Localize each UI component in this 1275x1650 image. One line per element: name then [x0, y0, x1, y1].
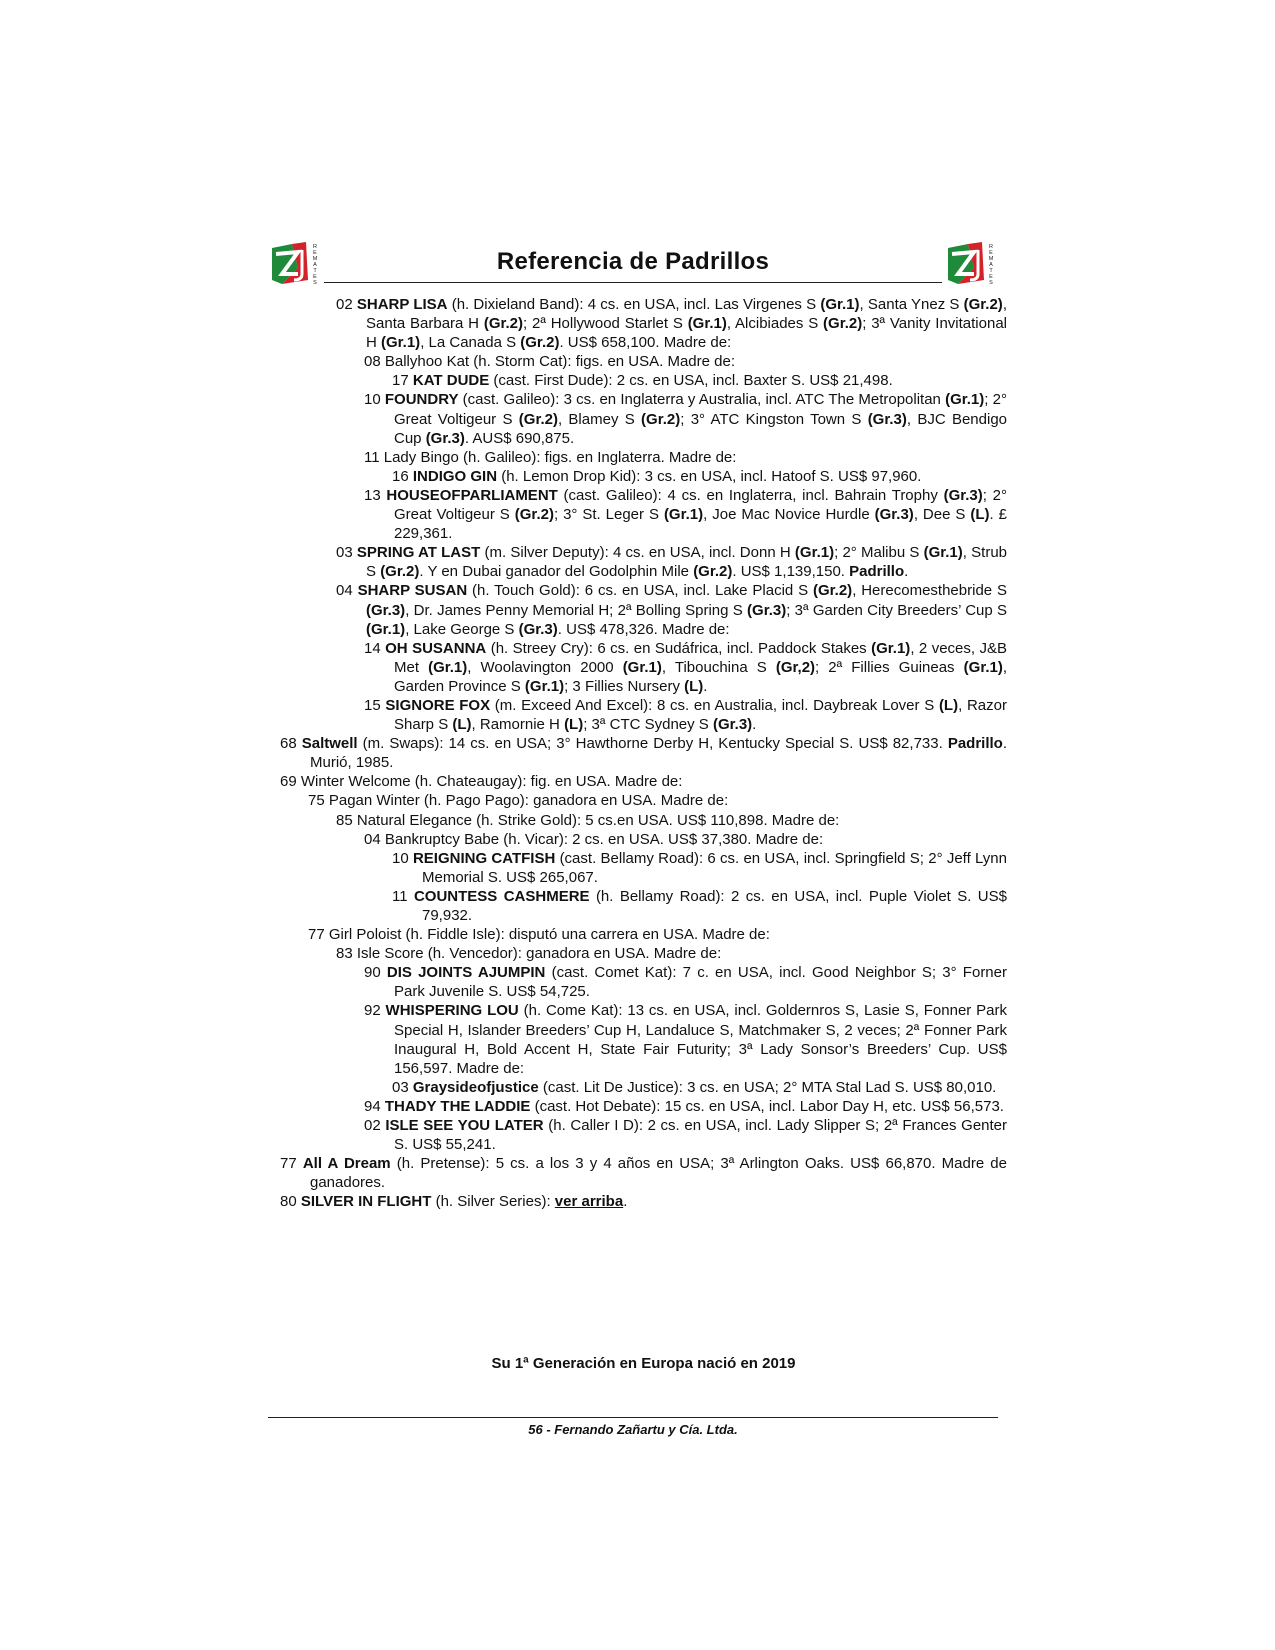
entry-details: (h. Pretense): 5 cs. a los 3 y 4 años en USA; 3ª Arlington Oaks. US$ 66,870. Madre de ganadores.	[310, 1155, 1007, 1192]
svg-text:R: R	[989, 244, 993, 250]
svg-text:M: M	[988, 256, 994, 262]
pedigree-text	[280, 295, 1007, 1212]
pedigree-entry	[280, 371, 1007, 390]
entry-details: (cast. First Dude): 2 cs. en USA, incl. Baxter S. US$ 21,498.	[489, 372, 893, 390]
svg-text:E: E	[313, 250, 317, 256]
entry-details: (cast. Galileo): 3 cs. en Inglaterra y Australia, incl. ATC The Metropolitan (Gr.1); 2° Great Voltigeur S (Gr.2), Blamey S (Gr.2); 3° ATC Kingston Town S (Gr.3), BJC Bendigo Cup (Gr.3). AUS$ 690,875.	[394, 391, 1008, 447]
entry-year: 02	[364, 1117, 386, 1135]
entry-details: (cast. Lit De Justice): 3 cs. en USA; 2° MTA Stal Lad S. US$ 80,010.	[538, 1078, 997, 1096]
horse-name: WHISPERING LOU	[385, 1002, 519, 1020]
entry-year: 04	[364, 830, 385, 848]
entry-year: 77	[280, 1155, 303, 1173]
entry-year: 10	[392, 849, 413, 867]
horse-name: COUNTESS CASHMERE	[413, 887, 590, 905]
pedigree-entry	[280, 830, 1007, 849]
page-header	[268, 240, 998, 290]
entry-details: (h. Caller I D): 2 cs. en USA, incl. Lady Slipper S; 2ª Frances Genter S. US$ 55,241.	[394, 1117, 1008, 1154]
horse-name: SILVER IN FLIGHT	[300, 1193, 432, 1211]
svg-text:A: A	[989, 262, 993, 268]
svg-text:A: A	[313, 262, 317, 268]
horse-name: DIS JOINTS AJUMPIN	[386, 964, 546, 982]
entry-details: (h. Dixieland Band): 4 cs. en USA, incl. Las Virgenes S (Gr.1), Santa Ynez S (Gr.2), Santa Barbara H (Gr.2); 2ª Hollywood Starlet S (Gr.1), Alcibiades S (Gr.2); 3ª Vanity Invitational H (Gr.1), La Canada S (Gr.2). US$ 658,100. Madre de:	[366, 296, 1007, 352]
svg-text:E: E	[313, 274, 317, 280]
pedigree-entry	[280, 887, 1007, 925]
pedigree-entry	[280, 925, 1007, 944]
horse-name: SHARP SUSAN	[357, 582, 468, 600]
pedigree-entry	[280, 1116, 1007, 1154]
entry-details: Natural Elegance (h. Strike Gold): 5 cs.en USA. US$ 110,898. Madre de:	[356, 811, 840, 829]
entry-details: Ballyhoo Kat (h. Storm Cat): figs. en USA. Madre de:	[384, 353, 736, 371]
pedigree-entry	[280, 543, 1007, 581]
entry-year: 11	[392, 887, 414, 905]
entry-year: 13	[364, 486, 387, 504]
title-underline	[324, 282, 942, 283]
svg-text:S: S	[313, 280, 317, 286]
entry-details: Pagan Winter (h. Pago Pago): ganadora en USA. Madre de:	[328, 792, 729, 810]
horse-name: HOUSEOFPARLIAMENT	[386, 486, 558, 504]
entry-year: 11	[364, 448, 384, 466]
entry-year: 77	[308, 926, 329, 944]
zj-logo-icon	[268, 240, 322, 290]
pedigree-entry	[280, 849, 1007, 887]
horse-name: REIGNING CATFISH	[412, 849, 556, 867]
pedigree-entry	[280, 734, 1007, 772]
entry-year: 90	[364, 964, 387, 982]
pedigree-entry	[280, 791, 1007, 810]
pedigree-entry	[280, 963, 1007, 1001]
horse-name: FOUNDRY	[384, 391, 459, 409]
horse-name: ISLE SEE YOU LATER	[385, 1117, 544, 1135]
entry-details: (h. Come Kat): 13 cs. en USA, incl. Goldernros S, Lasie S, Fonner Park Special H, Islander Breeders’ Cup H, Landaluce S, Matchmaker S, 2 veces; 2ª Fonner Park Inaugural H, Bold Accent H, State Fair Futurity; 3ª Lady Sonsor’s Breeders’ Cup. US$ 156,597. Madre de:	[394, 1002, 1007, 1077]
pedigree-entry	[280, 581, 1007, 638]
entry-details: Girl Poloist (h. Fiddle Isle): disputó una carrera en USA. Madre de:	[328, 926, 770, 944]
entry-details: (cast. Galileo): 4 cs. en Inglaterra, incl. Bahrain Trophy (Gr.3); 2° Great Voltigeur S (Gr.2); 3° St. Leger S (Gr.1), Joe Mac Novice Hurdle (Gr.3), Dee S (L). £ 229,361.	[394, 486, 1007, 543]
entry-year: 02	[336, 296, 357, 313]
closing-note: Su 1ª Generación en Europa nació en 2019	[491, 1355, 796, 1372]
pedigree-entry	[280, 944, 1007, 963]
entry-details: (h. Silver Series):	[431, 1193, 555, 1211]
entry-year: 08	[364, 353, 385, 371]
entry-year: 16	[392, 467, 413, 485]
entry-details: (cast. Hot Debate): 15 cs. en USA, incl. Labor Day H, etc. US$ 56,573.	[530, 1097, 1004, 1115]
entry-year: 75	[308, 792, 329, 810]
entry-details: (h. Lemon Drop Kid): 3 cs. en USA, incl. Hatoof S. US$ 97,960.	[497, 467, 922, 485]
entry-details: (m. Exceed And Excel): 8 cs. en Australia, incl. Daybreak Lover S (L), Razor Sharp S (L), Ramornie H (L); 3ª CTC Sydney S (Gr.3).	[394, 696, 1007, 734]
entry-year: 10	[364, 391, 385, 409]
horse-name: INDIGO GIN	[412, 467, 498, 485]
horse-name: SPRING AT LAST	[356, 544, 481, 562]
horse-name: Graysideofjustice	[412, 1078, 539, 1096]
pedigree-entry	[280, 1001, 1007, 1077]
pedigree-entry	[280, 467, 1007, 486]
entry-year: 85	[336, 811, 357, 829]
entry-details: Winter Welcome (h. Chateaugay): fig. en USA. Madre de:	[300, 773, 683, 791]
entry-year: 04	[336, 582, 358, 600]
entry-year: 17	[392, 372, 413, 390]
entry-details: Isle Score (h. Vencedor): ganadora en USA. Madre de:	[356, 945, 722, 963]
pedigree-entry	[280, 390, 1007, 447]
svg-text:S: S	[989, 280, 993, 286]
pedigree-entry	[280, 486, 1007, 543]
entry-year: 03	[336, 544, 357, 562]
entry-year: 69	[280, 773, 301, 791]
entry-details: (cast. Bellamy Road): 6 cs. en USA, incl. Springfield S; 2° Jeff Lynn Memorial S. US$ 265,067.	[422, 849, 1007, 886]
pedigree-entry	[280, 772, 1007, 791]
entry-details: (h. Streey Cry): 6 cs. en Sudáfrica, incl. Paddock Stakes (Gr.1), 2 veces, J&B Met (Gr.1), Woolavington 2000 (Gr.1), Tibouchina S (Gr,2); 2ª Fillies Guineas (Gr.1), Garden Province S (Gr.1); 3 Fillies Nursery (L).	[394, 639, 1008, 695]
entry-year: 80	[280, 1193, 301, 1211]
svg-text:M: M	[312, 256, 318, 262]
horse-name: THADY THE LADDIE	[384, 1097, 531, 1115]
page-title: Referencia de Padrillos	[496, 248, 770, 275]
horse-name: SHARP LISA	[356, 296, 448, 313]
pedigree-entry	[280, 352, 1007, 371]
entry-details: (h. Bellamy Road): 2 cs. en USA, incl. Puple Violet S. US$ 79,932.	[422, 887, 1007, 924]
pedigree-entry: 80 SILVER IN FLIGHT (h. Silver Series): ver arriba.	[280, 1193, 628, 1211]
horse-name: Saltwell	[301, 735, 358, 753]
svg-text:R: R	[313, 244, 317, 250]
svg-text:T: T	[989, 268, 993, 274]
entry-details: (m. Swaps): 14 cs. en USA; 3° Hawthorne Derby H, Kentucky Special S. US$ 82,733. Padrillo. Murió, 1985.	[310, 735, 1007, 772]
entry-details: (h. Touch Gold): 6 cs. en USA, incl. Lake Placid S (Gr.2), Herecomesthebride S (Gr.3), Dr. James Penny Memorial H; 2ª Bolling Spring S (Gr.3); 3ª Garden City Breeders’ Cup S (Gr.1), Lake George S (Gr.3). US$ 478,326. Madre de:	[366, 582, 1008, 638]
horse-name: All A Dream	[302, 1155, 391, 1173]
horse-name: KAT DUDE	[412, 372, 490, 390]
footer-divider	[268, 1417, 998, 1418]
entry-year: 83	[336, 945, 357, 963]
svg-text:E: E	[989, 250, 993, 256]
pedigree-entry	[280, 696, 1007, 734]
pedigree-entry	[280, 811, 1007, 830]
zj-logo-icon	[944, 240, 998, 290]
entry-year: 15	[364, 696, 386, 714]
see-above-link[interactable]: ver arriba	[554, 1193, 624, 1211]
entry-year: 14	[364, 639, 386, 657]
entry-year: 68	[280, 735, 302, 753]
entry-year: 03	[392, 1078, 413, 1096]
svg-text:E: E	[989, 274, 993, 280]
entry-details: Lady Bingo (h. Galileo): figs. en Inglaterra. Madre de:	[383, 448, 737, 466]
remates-logo-left	[268, 240, 322, 290]
pedigree-entry	[280, 295, 1007, 352]
entry-details: (m. Silver Deputy): 4 cs. en USA, incl. Donn H (Gr.1); 2° Malibu S (Gr.1), Strub S (Gr.2). Y en Dubai ganador del Godolphin Mile (Gr.2). US$ 1,139,150. Padrillo.	[366, 544, 1007, 581]
horse-name: OH SUSANNA	[385, 639, 487, 657]
pedigree-entry	[280, 1097, 1007, 1116]
pedigree-entry	[280, 448, 1007, 467]
horse-name: SIGNORE FOX	[385, 696, 491, 714]
remates-logo-right	[944, 240, 998, 290]
entry-year: 94	[364, 1097, 385, 1115]
page-footer: 56 - Fernando Zañartu y Cía. Ltda.	[528, 1422, 738, 1437]
svg-text:T: T	[313, 268, 317, 274]
entry-details: Bankruptcy Babe (h. Vicar): 2 cs. en USA. US$ 37,380. Madre de:	[384, 830, 824, 848]
pedigree-entry	[280, 1154, 1007, 1192]
entry-details: (cast. Comet Kat): 7 c. en USA, incl. Good Neighbor S; 3° Forner Park Juvenile S. US$ 54,725.	[394, 964, 1007, 1001]
pedigree-entry	[280, 1078, 1007, 1097]
pedigree-entry	[280, 639, 1007, 696]
entry-year: 92	[364, 1002, 386, 1020]
